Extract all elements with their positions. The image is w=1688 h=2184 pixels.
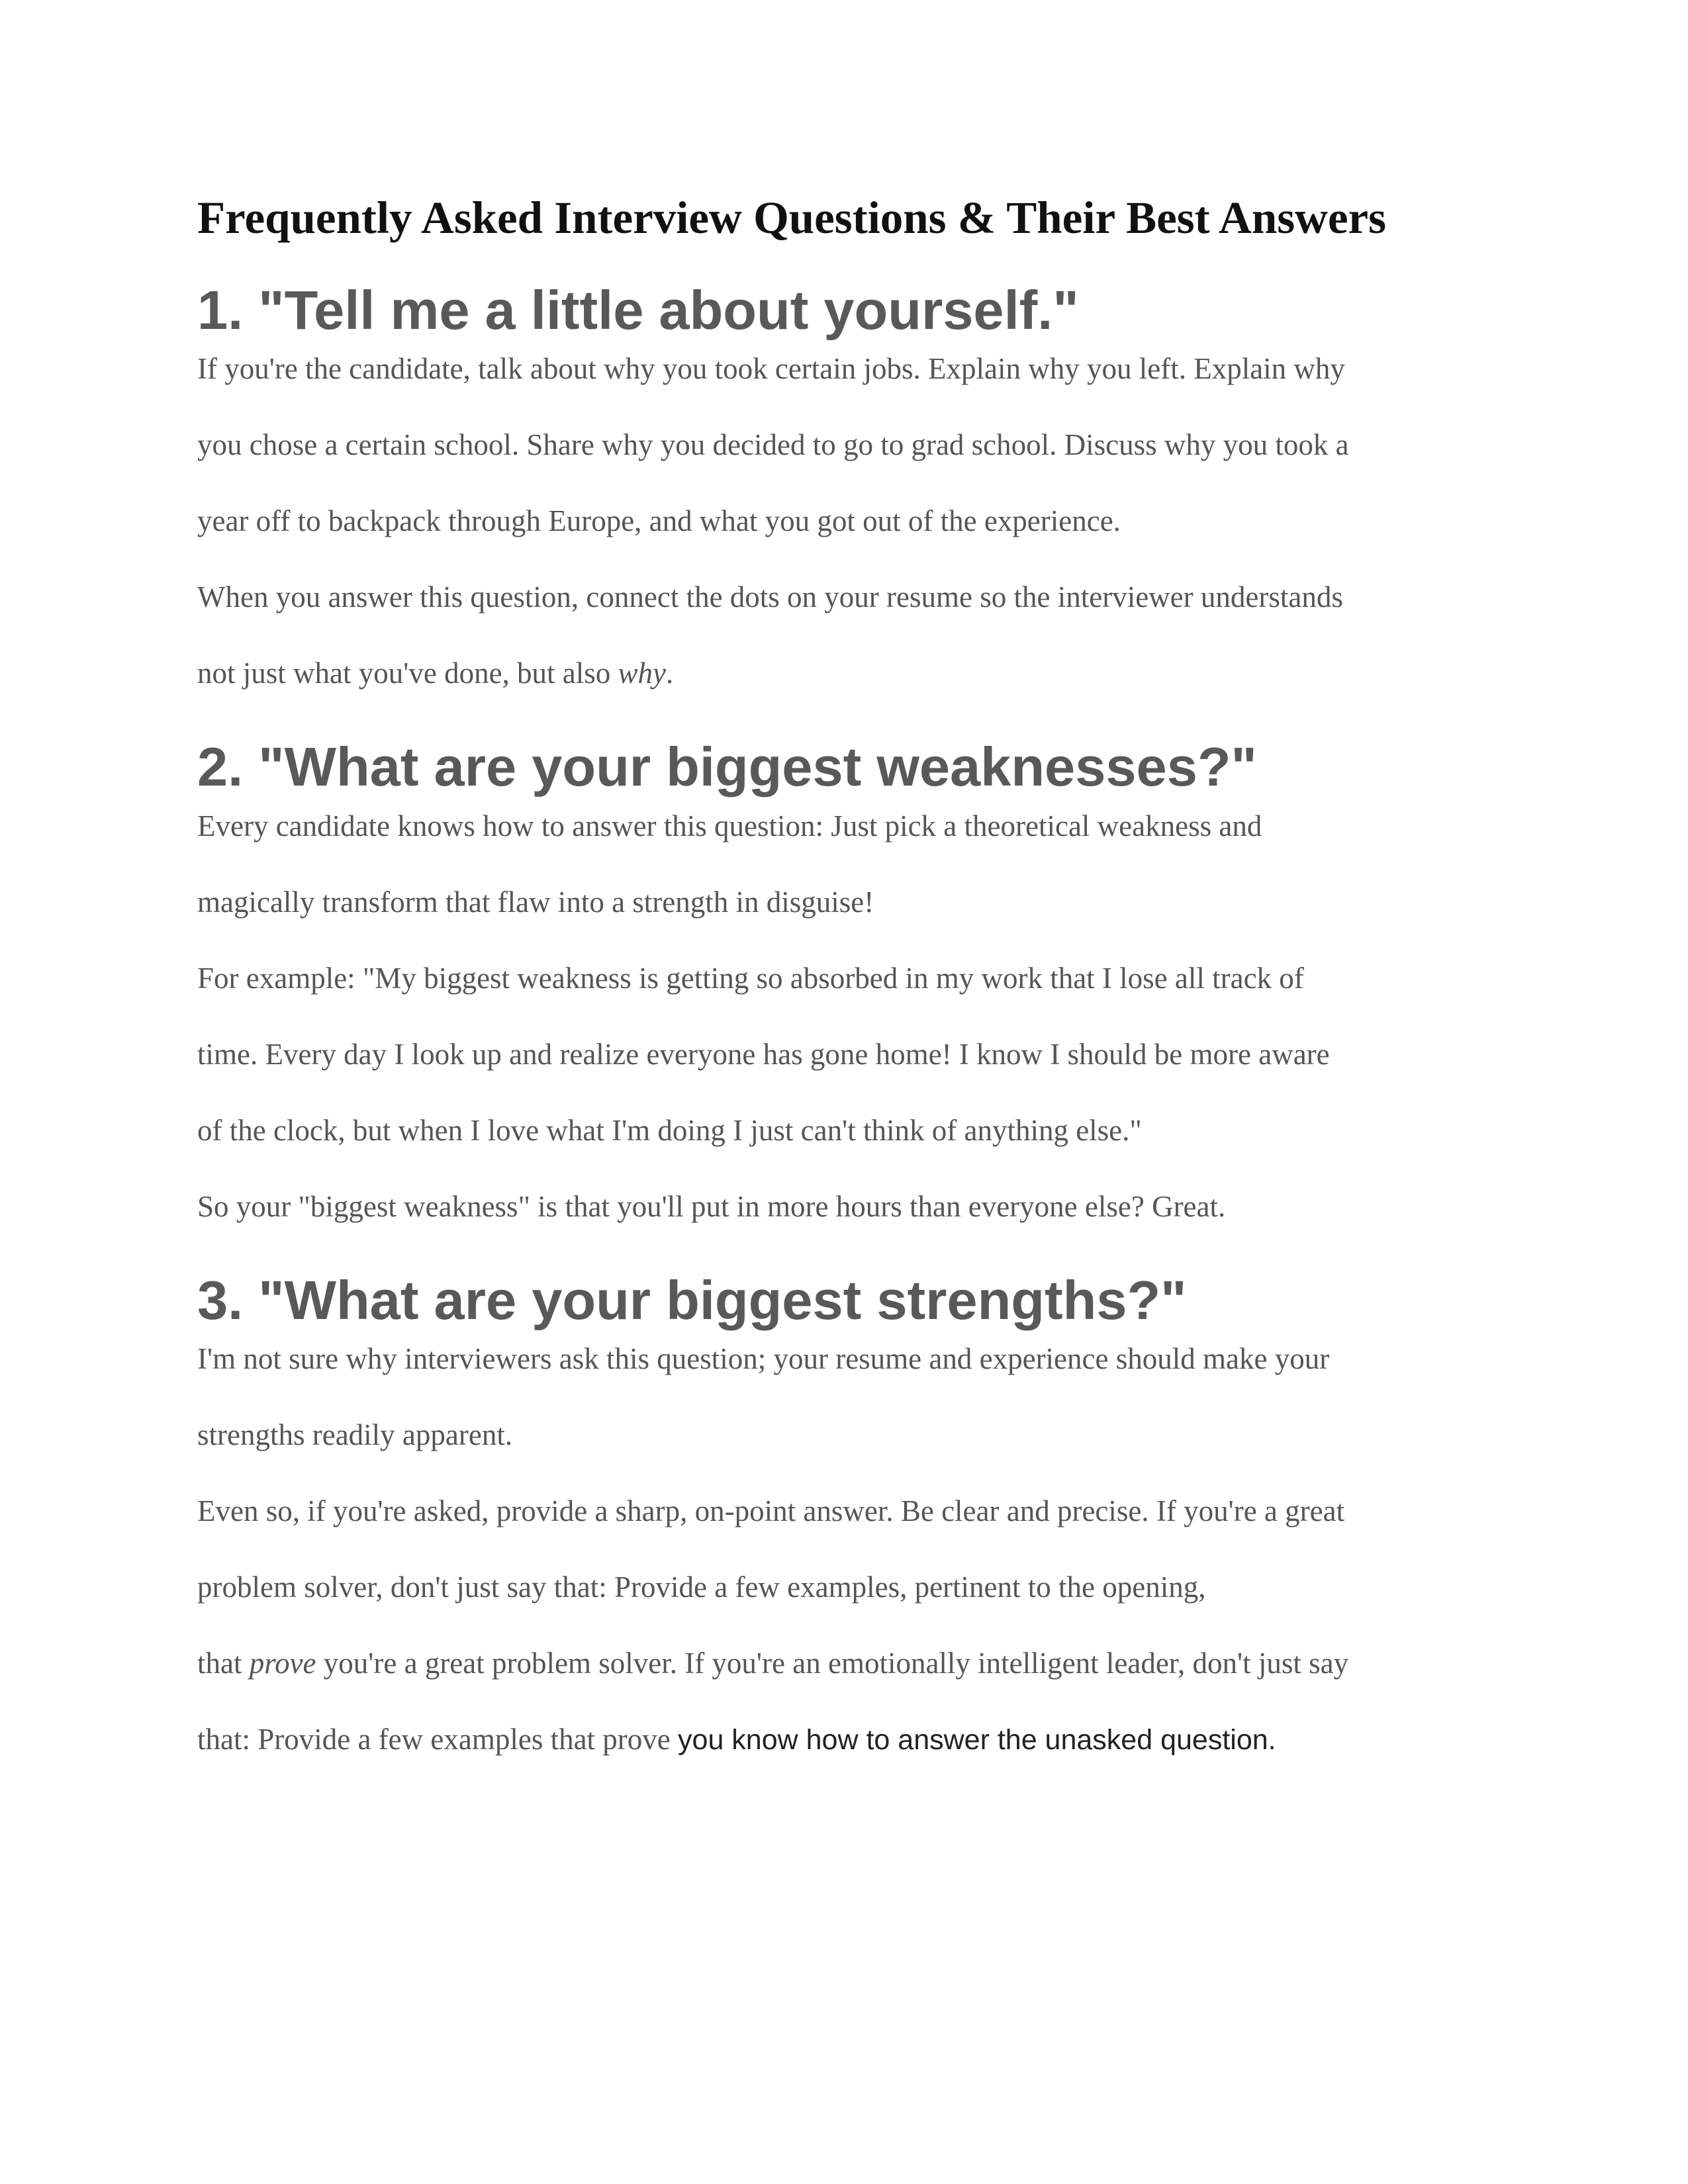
text-line: I'm not sure why interviewers ask this question; your resume and experience should make your (197, 1342, 1330, 1375)
highlighted-phrase: you know how to answer the unasked question (678, 1723, 1268, 1756)
text-line: time. Every day I look up and realize everyone has gone home! I know I should be more aware (197, 1037, 1330, 1071)
text-line: of the clock, but when I love what I'm doing I just can't think of anything else." (197, 1113, 1142, 1147)
text-line: When you answer this question, connect the dots on your resume so the interviewer understands (197, 580, 1343, 614)
text-segment: . (1268, 1723, 1276, 1756)
text-line: strengths readily apparent. (197, 1418, 513, 1451)
answer-paragraph-1 (197, 331, 1515, 711)
text-line: magically transform that flaw into a strength in disguise! (197, 885, 874, 919)
section-2 (197, 738, 1515, 1244)
section-1 (197, 281, 1515, 711)
answer-paragraph-2 (197, 788, 1515, 1245)
question-heading-2: 2. "What are your biggest weaknesses?" (197, 736, 1257, 798)
text-line: you chose a certain school. Share why you decided to go to grad school. Discuss why you took a (197, 428, 1349, 462)
text-line: year off to backpack through Europe, and what you got out of the experience. (197, 504, 1121, 538)
text-segment: you're a great problem solver. If you're an emotionally intelligent leader, don't just say (316, 1646, 1349, 1680)
emphasis-why: why (618, 657, 667, 690)
text-line: Every candidate knows how to answer this question: Just pick a theoretical weakness and (197, 809, 1262, 842)
text-segment: . (666, 657, 674, 690)
section-3 (197, 1271, 1515, 1778)
text-line: If you're the candidate, talk about why you took certain jobs. Explain why you left. Explain why (197, 352, 1345, 386)
answer-paragraph-3 (197, 1321, 1515, 1778)
text-line: problem solver, don't just say that: Provide a few examples, pertinent to the opening, (197, 1570, 1206, 1604)
question-heading-1: 1. "Tell me a little about yourself." (197, 279, 1079, 341)
text-line: Even so, if you're asked, provide a sharp, on-point answer. Be clear and precise. If you're a great (197, 1494, 1345, 1527)
text-line: For example: "My biggest weakness is getting so absorbed in my work that I lose all track of (197, 961, 1304, 995)
question-heading-3: 3. "What are your biggest strengths?" (197, 1269, 1187, 1331)
text-line (197, 1702, 1515, 1778)
text-segment: that: Provide a few examples that prove (197, 1722, 679, 1756)
text-line (197, 635, 1515, 711)
text-segment: not just what you've done, but also (197, 657, 618, 690)
text-line (197, 1625, 1515, 1702)
text-segment: that (197, 1646, 250, 1680)
document-page (197, 192, 1515, 1805)
document-title: Frequently Asked Interview Questions & Their Best Answers (197, 193, 1386, 243)
text-line: So your "biggest weakness" is that you'll put in more hours than everyone else? Great. (197, 1189, 1226, 1223)
emphasis-prove: prove (249, 1646, 316, 1680)
